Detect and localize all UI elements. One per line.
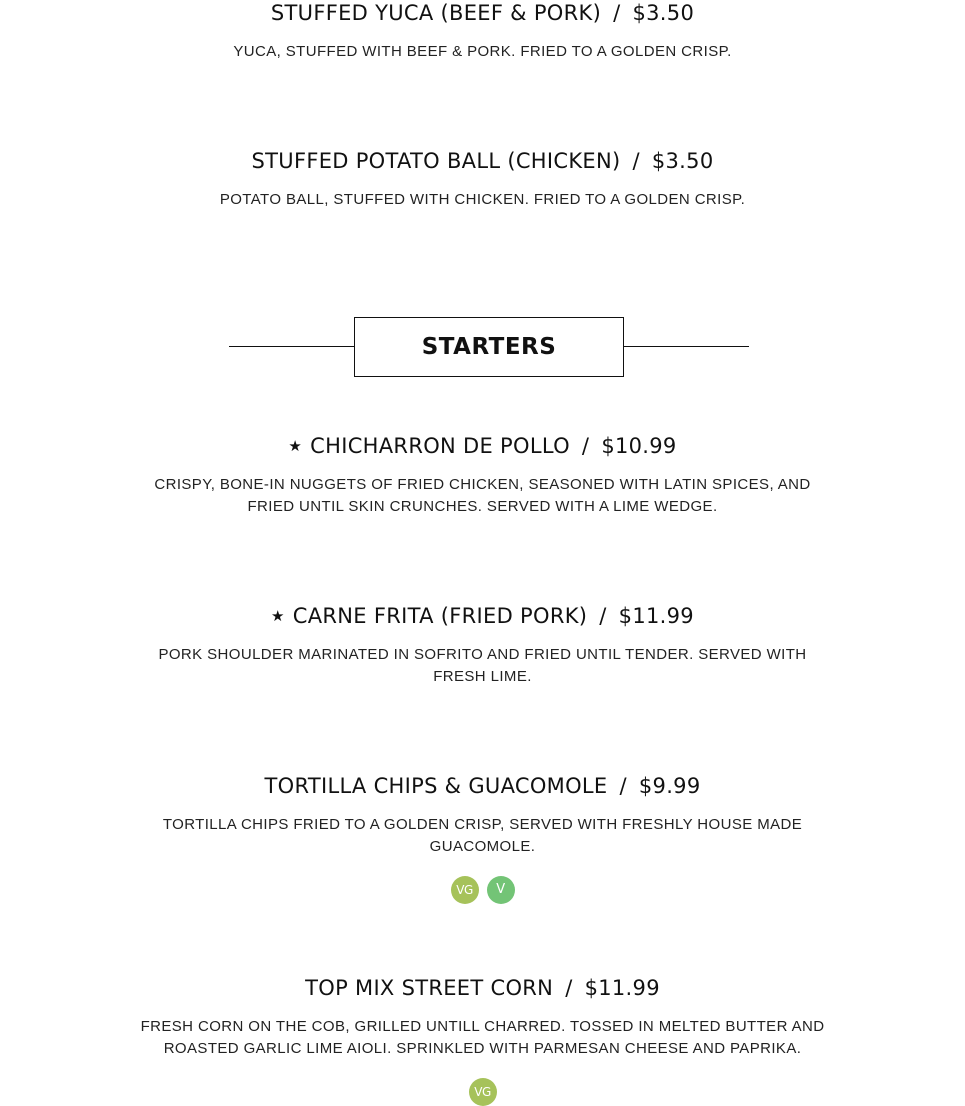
item-name: TORTILLA CHIPS & GUACOMOLE [264,774,608,798]
vegan-badge-icon: VG [469,1078,497,1106]
menu-item-tortilla-chips-guacomole [0,773,965,904]
item-price: $11.99 [584,976,660,1000]
star-icon: ★ [271,607,285,625]
menu-item-stuffed-potato-ball [0,148,965,211]
item-name: STUFFED YUCA (BEEF & PORK) [270,1,602,25]
vegetarian-badge-icon: V [487,876,515,904]
menu-item-carne-frita [0,603,965,688]
item-price: $11.99 [618,604,694,628]
item-name: CHICHARRON DE POLLO [310,434,570,458]
item-description: YUCA, STUFFED WITH BEEF & PORK. FRIED TO A GOLDEN CRISP. [233,43,732,60]
price-separator: / [613,1,621,25]
divider-left [229,346,354,347]
price-separator: / [565,976,573,1000]
price-separator: / [599,604,607,628]
item-name: TOP MIX STREET CORN [305,976,554,1000]
item-title [0,433,965,459]
item-title [0,148,965,174]
section-header-starters [229,317,749,377]
divider-right [624,346,749,347]
diet-badges [0,876,965,904]
vegan-badge-icon: VG [451,876,479,904]
price-separator: / [632,149,640,173]
section-title: STARTERS [354,317,624,377]
item-description: CRISPY, BONE-IN NUGGETS OF FRIED CHICKEN, SEASONED WITH LATIN SPICES, AND FRIED UNTIL SKIN CRUNCHES. SERVED WITH A LIME WEDGE. [154,476,811,515]
item-price: $3.50 [651,149,714,173]
item-title [0,0,965,26]
item-title [0,773,965,799]
item-price: $9.99 [638,774,701,798]
item-name: STUFFED POTATO BALL (CHICKEN) [251,149,621,173]
price-separator: / [581,434,590,458]
item-price: $10.99 [601,434,677,458]
item-title [0,603,965,629]
item-description: FRESH CORN ON THE COB, GRILLED UNTILL CHARRED. TOSSED IN MELTED BUTTER AND ROASTED GARLIC LIME AIOLI. SPRINKLED WITH PARMESAN CHEESE AND PAPRIKA. [140,1018,825,1057]
item-price: $3.50 [632,1,695,25]
price-separator: / [619,774,627,798]
item-name: CARNE FRITA (FRIED PORK) [292,604,588,628]
menu-item-stuffed-yuca [0,0,965,63]
item-description: PORK SHOULDER MARINATED IN SOFRITO AND FRIED UNTIL TENDER. SERVED WITH FRESH LIME. [158,646,807,685]
item-title [0,975,965,1001]
menu-item-chicharron-de-pollo [0,433,965,518]
item-description: TORTILLA CHIPS FRIED TO A GOLDEN CRISP, SERVED WITH FRESHLY HOUSE MADE GUACOMOLE. [162,816,803,855]
star-icon: ★ [288,437,303,455]
diet-badges [0,1078,965,1106]
menu-item-top-mix-street-corn [0,975,965,1106]
item-description: POTATO BALL, STUFFED WITH CHICKEN. FRIED TO A GOLDEN CRISP. [219,191,746,208]
